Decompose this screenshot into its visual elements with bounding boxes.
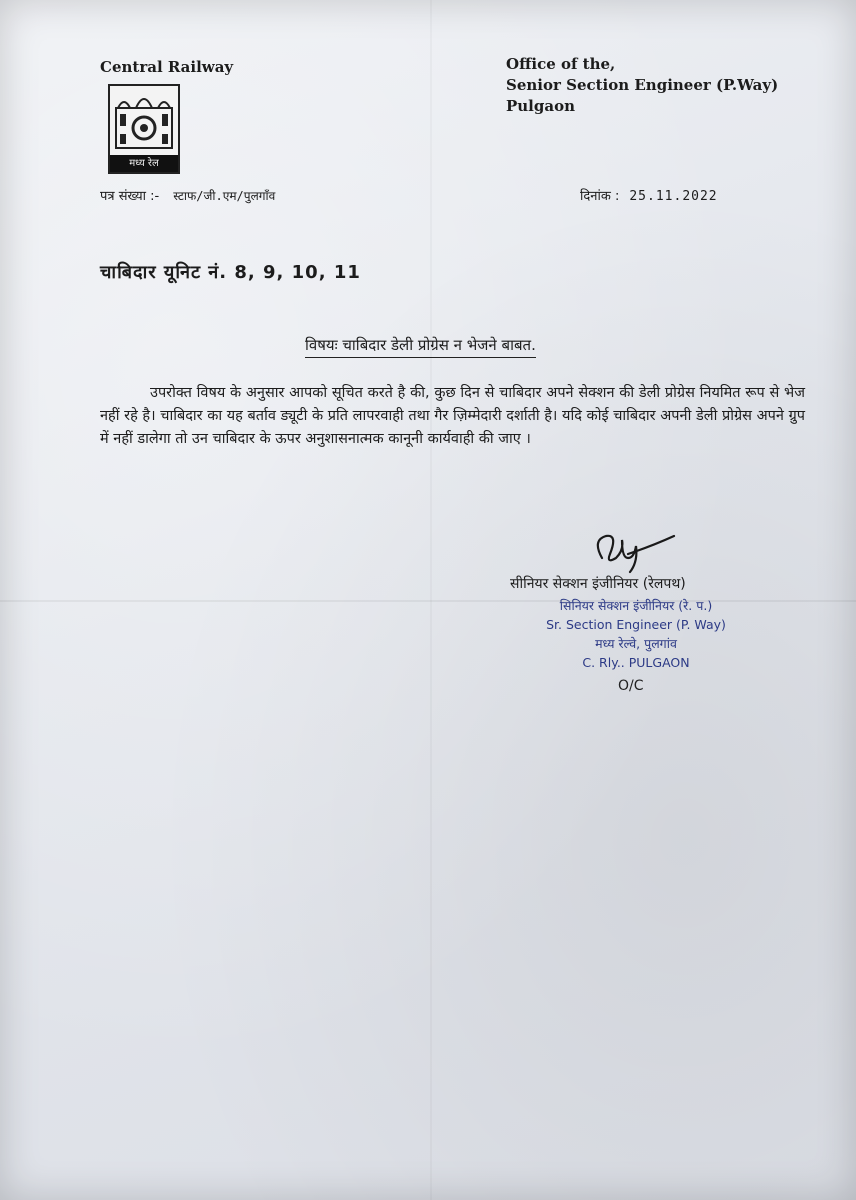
office-line: Pulgaon [506,97,576,115]
logo-caption: मध्य रेल [110,155,178,172]
date-value: 25.11.2022 [629,189,718,204]
signatory-title: सीनियर सेक्शन इंजीनियर (रेलपथ) [510,576,686,592]
letter-body: उपरोक्त विषय के अनुसार आपको सूचित करते है की, कुछ दिन से चाबिदार अपने सेक्शन की डेली प्रोग्रेस नियमित रूप से भेज नहीं रहे है। चाबिदार का यह बर्ताव ड्यूटी के प्रति लापरवाही तथा गैर ज़िम्मेदारी दर्शाती है। यदि कोई चाबिदार अपनी डेली प्रोग्रेस अपने ग्रुप में नहीं डालेगा तो उन चाबिदार के ऊपर अनुशासनात्मक कानूनी कार्यवाही की जाए । [100,385,805,447]
stamp-line: मध्य रेल्वे, पुलगांव [595,636,677,651]
letter-date [580,186,718,204]
official-stamp [506,596,766,672]
paper-fold [430,0,432,1200]
date-label: दिनांक : [580,189,620,204]
building-emblem-icon [110,86,178,154]
office-line: Senior Section Engineer (P.Way) [506,76,779,94]
office-address [506,54,778,117]
subject-line: विषयः चाबिदार डेली प्रोग्रेस न भेजने बाबत. [305,335,536,358]
organization-name: Central Railway [100,58,234,76]
stamp-line: Sr. Section Engineer (P. Way) [546,617,726,632]
letter-reference [100,186,275,204]
stamp-line: सिनियर सेक्शन इंजीनियर (रे. प.) [559,598,713,613]
addressee: चाबिदार यूनिट नं. 8, 9, 10, 11 [100,262,361,283]
reference-value: स्टाफ/जी.एम/पुलगाँव [173,189,276,203]
railway-logo [108,84,180,174]
reference-label: पत्र संख्या :- [100,189,160,204]
handwritten-signature-icon [588,528,678,576]
office-line: Office of the, [506,55,616,73]
stamp-line: C. Rly.. PULGAON [582,655,690,670]
office-copy-note: O/C [618,678,644,694]
